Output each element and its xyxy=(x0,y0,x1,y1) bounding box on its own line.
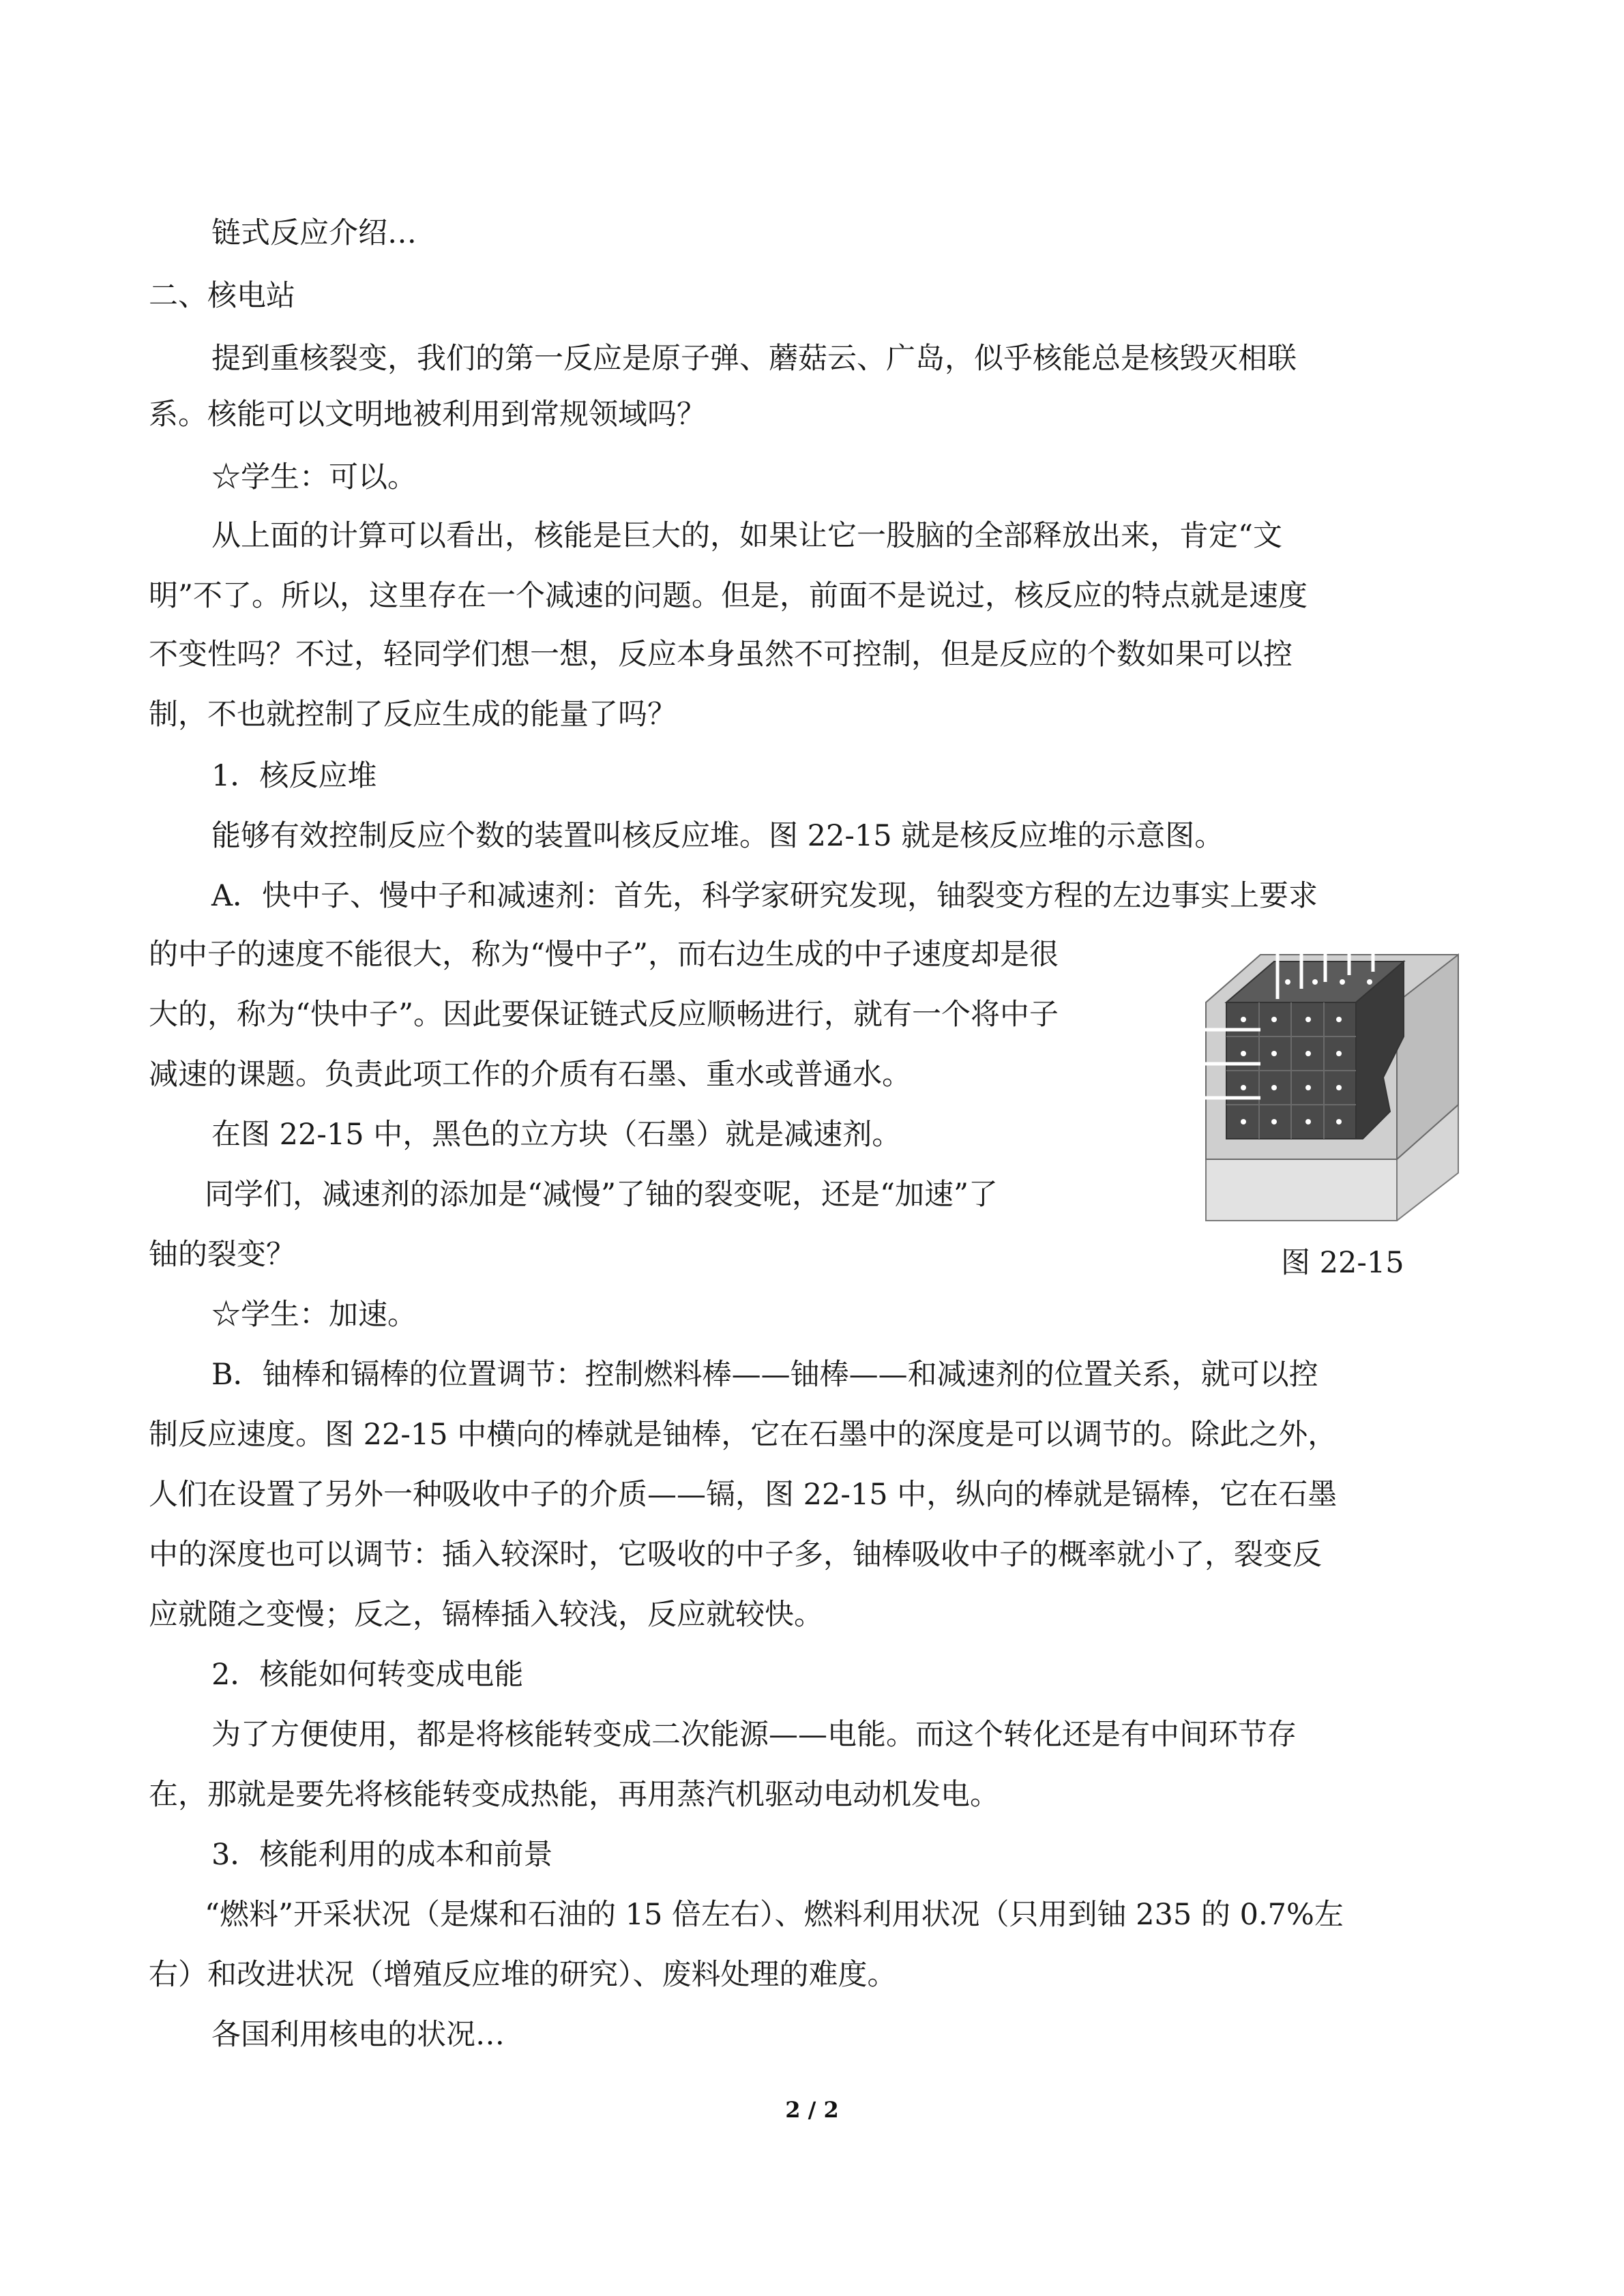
paragraph-line: 制反应速度。图 22-15 中横向的棒就是铀棒，它在石墨中的深度是可以调节的。除此之外， xyxy=(149,1418,1338,1452)
paragraph-line: 制，不也就控制了反应生成的能量了吗？ xyxy=(149,698,677,732)
paragraph-line: 系。核能可以文明地被利用到常规领域吗？ xyxy=(149,398,706,432)
page-number: 2 / 2 xyxy=(785,2097,839,2123)
reactor-figure xyxy=(1199,934,1465,1227)
student-answer: ☆学生：可以。 xyxy=(211,460,417,494)
subheading-reactor: 1．核反应堆 xyxy=(211,759,377,793)
paragraph-line: 铀的裂变？ xyxy=(149,1238,295,1272)
paragraph-line: “燃料”开采状况（是煤和石油的 15 倍左右）、燃料利用状况（只用到铀 235 的 0.7%左 xyxy=(205,1898,1344,1932)
figure-caption: 图 22-15 xyxy=(1281,1246,1404,1280)
paragraph-line: 不变性吗？不过，轻同学们想一想，反应本身虽然不可控制，但是反应的个数如果可以控 xyxy=(149,638,1293,672)
paragraph-line: 各国利用核电的状况… xyxy=(211,2018,505,2052)
paragraph-line: 右）和改进状况（增殖反应堆的研究）、废料处理的难度。 xyxy=(149,1958,897,1992)
paragraph-line: 为了方便使用，都是将核能转变成二次能源——电能。而这个转化还是有中间环节存 xyxy=(211,1718,1297,1752)
paragraph-line: B．铀棒和镉棒的位置调节：控制燃料棒——铀棒——和减速剂的位置关系，就可以控 xyxy=(211,1358,1318,1392)
paragraph-line: A．快中子、慢中子和减速剂：首先，科学家研究发现，铀裂变方程的左边事实上要求 xyxy=(211,879,1318,913)
paragraph-line: 应就随之变慢；反之，镉棒插入较浅，反应就较快。 xyxy=(149,1598,823,1632)
student-answer: ☆学生：加速。 xyxy=(211,1298,417,1332)
paragraph-line: 中的深度也可以调节：插入较深时，它吸收的中子多，铀棒吸收中子的概率就小了，裂变反 xyxy=(149,1538,1322,1572)
subheading-cost: 3．核能利用的成本和前景 xyxy=(211,1838,553,1872)
paragraph-line: 的中子的速度不能很大，称为“慢中子”，而右边生成的中子速度却是很 xyxy=(149,938,1059,972)
paragraph-line: 大的，称为“快中子”。因此要保证链式反应顺畅进行，就有一个将中子 xyxy=(149,998,1059,1032)
paragraph-line: 人们在设置了另外一种吸收中子的介质——镉，图 22-15 中，纵向的棒就是镉棒，它在石墨 xyxy=(149,1478,1338,1512)
paragraph-chain-reaction: 链式反应介绍… xyxy=(211,216,417,250)
paragraph-line: 提到重核裂变，我们的第一反应是原子弹、蘑菇云、广岛，似乎核能总是核毁灭相联 xyxy=(211,342,1297,376)
paragraph-line: 同学们，减速剂的添加是“减慢”了铀的裂变呢，还是“加速”了 xyxy=(205,1178,998,1212)
paragraph-line: 减速的课题。负责此项工作的介质有石墨、重水或普通水。 xyxy=(149,1058,911,1092)
section-heading-nuclear-plant: 二、核电站 xyxy=(149,279,295,313)
paragraph-line: 从上面的计算可以看出，核能是巨大的，如果让它一股脑的全部释放出来，肯定“文 xyxy=(211,519,1282,553)
subheading-conversion: 2．核能如何转变成电能 xyxy=(211,1658,524,1692)
paragraph-line: 明”不了。所以，这里存在一个减速的问题。但是，前面不是说过，核反应的特点就是速度 xyxy=(149,579,1308,613)
reactor-cube-illustration xyxy=(1199,934,1465,1227)
paragraph-line: 在图 22-15 中，黑色的立方块（石墨）就是减速剂。 xyxy=(211,1118,902,1152)
paragraph-line: 在，那就是要先将核能转变成热能，再用蒸汽机驱动电动机发电。 xyxy=(149,1778,999,1812)
paragraph-line: 能够有效控制反应个数的装置叫核反应堆。图 22-15 就是核反应堆的示意图。 xyxy=(211,819,1224,853)
